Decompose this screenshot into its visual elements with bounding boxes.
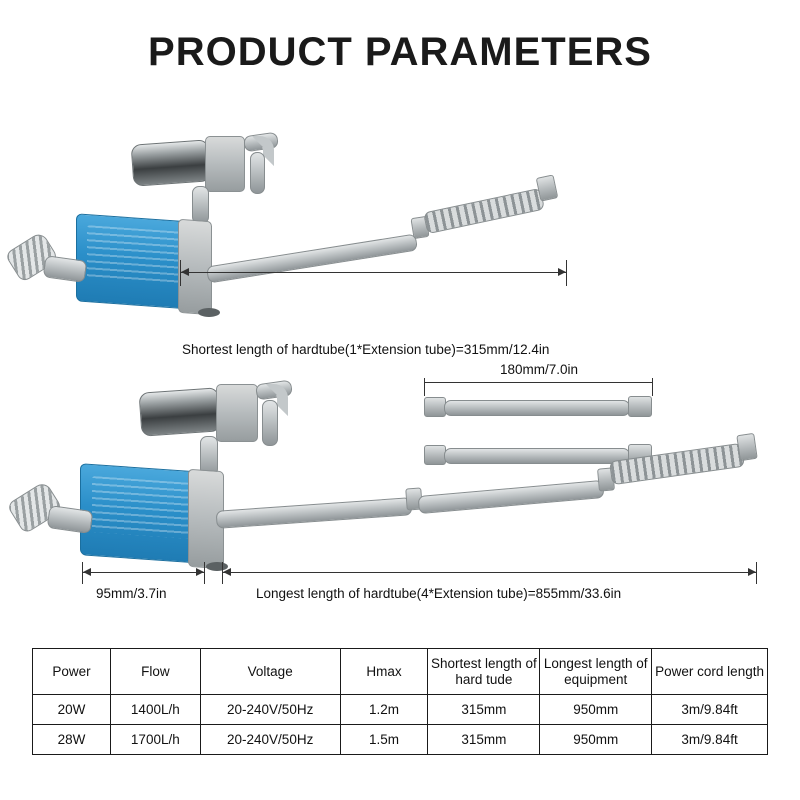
elbow-down-tube [250,152,265,194]
cell-hmax: 1.5m [340,725,428,755]
cell-cord: 3m/9.84ft [652,695,768,725]
pump-front-cap [178,219,212,315]
extension-dim-tick-left [424,378,425,396]
elbow-down-tube-2 [262,400,278,446]
cell-voltage: 20-240V/50Hz [200,695,340,725]
cell-longest: 950mm [540,695,652,725]
table-row [33,695,768,725]
width-caption: 95mm/3.7in [96,586,167,601]
shortest-dim-line [180,272,566,273]
shortest-dim-arrow-right [558,268,566,276]
cell-flow: 1400L/h [110,695,200,725]
page-title: PRODUCT PARAMETERS [148,30,652,74]
cell-longest: 950mm [540,725,652,755]
longest-dim-arrow-right [748,568,756,576]
extension-tube-1 [444,400,630,416]
longest-length-caption: Longest length of hardtube(4*Extension tube)=855mm/33.6in [256,586,622,601]
hard-tube [206,234,418,284]
shortest-length-caption: Shortest length of hardtube(1*Extension tube)=315mm/12.4in [182,342,550,357]
extension-dim-line [424,382,652,383]
header-shortest: Shortest length of hard tude [428,649,540,695]
product-diagram [0,100,800,630]
extension-length-caption: 180mm/7.0in [500,362,579,377]
cell-shortest: 315mm [428,725,540,755]
table-row [33,725,768,755]
header-flow: Flow [110,649,200,695]
housing-cap [205,136,245,192]
hard-tube-long [216,497,413,529]
cell-shortest: 315mm [428,695,540,725]
pump-riser-tube [192,186,209,224]
nozzle-end-cap [536,174,559,201]
ribbed-nozzle [423,188,545,234]
cell-voltage: 20-240V/50Hz [200,725,340,755]
intake-neck-2 [47,505,94,534]
shortest-dim-arrow-left [181,268,189,276]
longest-dim-arrow-left [223,568,231,576]
width-dim-tick-right [204,562,205,584]
cell-power: 28W [33,725,111,755]
pump-foot [198,308,220,317]
header-power: Power [33,649,111,695]
table-header-row [33,649,768,695]
intake-neck [43,255,88,283]
header-cord: Power cord length [652,649,768,695]
longest-dim-tick-right [756,562,757,584]
cell-cord: 3m/9.84ft [652,725,768,755]
extension-tube-1-right-cap [628,396,652,417]
housing-cap-2 [216,384,258,442]
shortest-dim-tick-right [566,260,567,286]
width-dim-arrow-right [196,568,204,576]
cell-flow: 1700L/h [110,725,200,755]
width-dim-arrow-left [83,568,91,576]
header-longest: Longest length of equipment [540,649,652,695]
extension-tube-1-left-cap [424,397,446,417]
extension-dim-tick-right [652,378,653,396]
header-hmax: Hmax [340,649,428,695]
longest-dim-line [222,572,756,573]
cell-power: 20W [33,695,111,725]
steel-motor-housing [131,139,212,186]
specification-table [32,648,768,755]
extension-tube-2 [444,448,630,464]
nozzle-end-cap-2 [736,433,757,461]
extension-tube-2-left-cap [424,445,446,465]
header-voltage: Voltage [200,649,340,695]
cell-hmax: 1.2m [340,695,428,725]
steel-motor-housing-2 [139,387,222,436]
hard-tube-long-2 [418,480,605,514]
width-dim-line [82,572,204,573]
